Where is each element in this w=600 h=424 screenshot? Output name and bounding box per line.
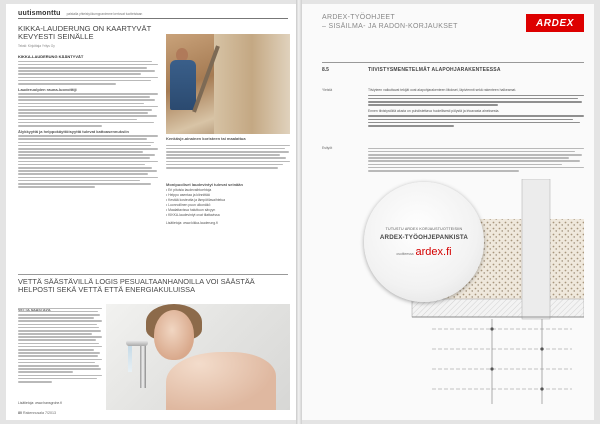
issue-number: 7/2013: [44, 411, 56, 415]
paragraph-1: Tiiviyteen vaikuttavat tekijät ovat alapohjarakenteen liitokset, läpiviennit sekä rakenteen halkeamat.: [368, 88, 517, 92]
section-number: 8.5: [322, 67, 329, 73]
sidebar-title: Monipuoliset laudevintyt tulevat seinään: [166, 182, 243, 187]
sidebar-contact: Lisätietoja: www.kikka-lauderung.fi: [166, 221, 218, 225]
promo-prefix: osoitteessa: [396, 251, 414, 256]
article-column-1: [18, 52, 158, 189]
concrete-slab: [412, 299, 584, 317]
article-title-2: VETTÄ SÄÄSTÄVILLÄ LOGIS PESUALTAANHANOILLA VOI SÄÄSTÄÄ HELPOSTI SEKÄ VETTÄ ETTÄ ENERGIAKULUISSA: [18, 274, 288, 295]
ardex-page-title: [322, 14, 512, 31]
promo-line-2: ARDEX-TYÖOHJEPANKISTA: [379, 233, 469, 241]
right-page: [302, 4, 594, 420]
subheading: Lauderuolpien rauna-luovoittiji: [18, 86, 77, 92]
sidebar-box: [166, 182, 290, 226]
page-number: 80: [18, 411, 22, 415]
divider: [322, 62, 584, 63]
ardex-promo-badge[interactable]: [364, 182, 484, 302]
side-label-preparation: Esityöt: [322, 146, 333, 150]
page-folio: [18, 411, 56, 415]
list-item: • Kestää kosteutta ja lämpötilavaihtelua: [166, 198, 290, 203]
paragraph-preparation: [368, 146, 584, 173]
list-item: • Helppo asentaa ja kiinnittää: [166, 193, 290, 198]
photo-woman-faucet: [106, 304, 290, 410]
promo-url-row: [396, 246, 451, 258]
photo-worker-on-wall: [166, 34, 290, 134]
logo-text: ARDEX: [535, 17, 574, 29]
article2-contact: Lisätietoja: www.hansgrohe.fi: [18, 401, 62, 405]
sidebar-list: [166, 188, 290, 218]
paragraph-general: [368, 88, 584, 128]
title-line-2: – SISÄILMA- JA RADON-KORJAUKSET: [322, 22, 458, 30]
page-header: [18, 10, 288, 19]
list-item: • Eri pituisia laudevaihtoehtoja: [166, 188, 290, 193]
article2-column: [18, 306, 102, 384]
section-title: TIIVISTYSMENETELMÄT ALAPOHJARAKENTEESSA: [368, 67, 501, 73]
lead-heading: KIKKA-LAUDERUNG KÄÄNTYVÄT: [18, 54, 84, 59]
wall-section: [522, 179, 550, 319]
list-item: • Maalattavissa haluttuun sävyyn: [166, 208, 290, 213]
article-title: KIKKA-LAUDERUNG ON KAARTYVÄT KEVYESTI SEINÄLLE: [18, 24, 152, 41]
ardex-logo: [526, 14, 584, 32]
header-subtitle: palstalla yhteistyökumppanimme kertovat tuotteistaan: [66, 12, 143, 16]
article-column-2-body: [166, 143, 290, 170]
magazine-name: Rakennusala: [23, 411, 44, 415]
left-page: [6, 4, 296, 420]
section-category: uutismonttu: [18, 10, 61, 17]
subheading: Älykkyyttä ja helppokäyttöisyyttä tulevat kattoasennuksiin: [18, 128, 129, 134]
promo-url-link[interactable]: ardex.fi: [415, 245, 452, 258]
promo-line-1: TUTUSTU ARDEX KORJAUSTUOTTEISIIN: [385, 226, 463, 231]
subheading: Kenkäsje-ainainen koristeen tai maalattua: [166, 136, 246, 141]
article-column-2: [166, 136, 290, 142]
faucet-icon: [126, 340, 150, 390]
side-label-general: Yleistä: [322, 88, 333, 92]
article-byline: Teksti: Kirjoittaja Yritys Oy: [18, 44, 55, 48]
paragraph-2: Ennen tiivistystöitä alusta on puhdistettava huolellisesti pölystä ja irtoavasta aineksesta.: [368, 108, 500, 113]
title-line-1: ARDEX-TYÖOHJEET: [322, 14, 395, 21]
list-item: • KIKKA-laudevintyt ovat tilattavissa: [166, 213, 290, 218]
list-item: • Luonnollinen puun ulkonäkö: [166, 203, 290, 208]
